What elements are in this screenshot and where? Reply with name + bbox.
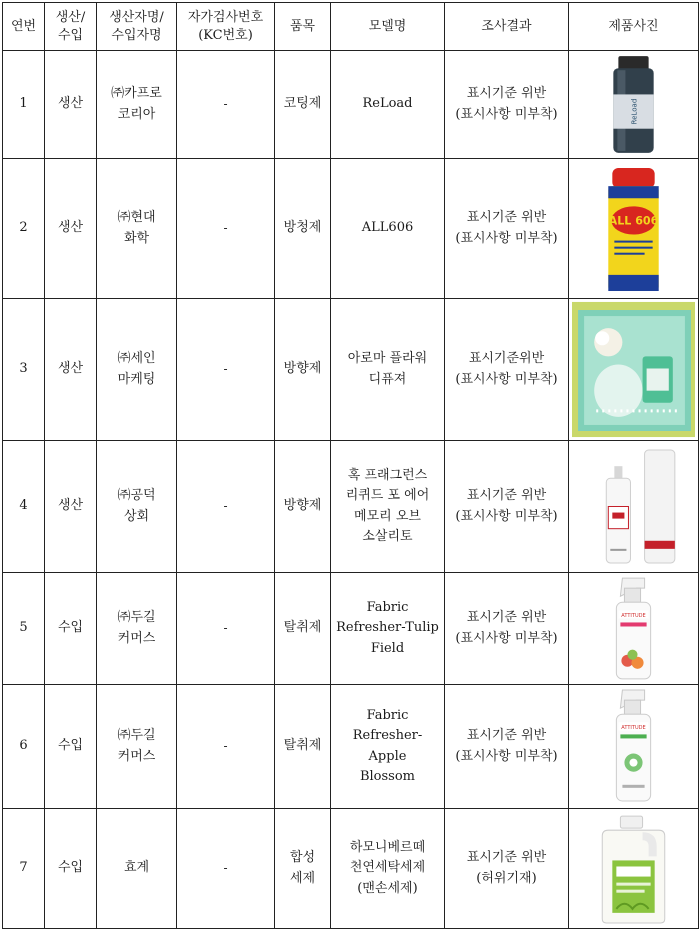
attitude-brand-label: ATTITUDE bbox=[621, 612, 646, 619]
table-row bbox=[3, 159, 699, 299]
cell-type: 수입 bbox=[45, 573, 97, 685]
cell-company: ㈜두길 커머스 bbox=[97, 573, 177, 685]
attitude-brand-label: ATTITUDE bbox=[621, 724, 646, 731]
trigger-spray-tulip-photo bbox=[572, 575, 695, 682]
cell-result: 표시기준 위반 (표시사항 미부착) bbox=[445, 685, 569, 809]
cell-no: 3 bbox=[3, 299, 45, 441]
aerosol-can-photo bbox=[572, 161, 695, 296]
cell-item: 방향제 bbox=[275, 441, 331, 573]
cell-no: 5 bbox=[3, 573, 45, 685]
header-result: 조사결과 bbox=[445, 3, 569, 51]
cell-no: 6 bbox=[3, 685, 45, 809]
cell-kc: - bbox=[177, 809, 275, 929]
cell-company: ㈜두길 커머스 bbox=[97, 685, 177, 809]
cell-model: 아로마 플라워 디퓨져 bbox=[331, 299, 445, 441]
header-row bbox=[3, 3, 699, 51]
cell-kc: - bbox=[177, 441, 275, 573]
header-photo: 제품사진 bbox=[569, 3, 699, 51]
cell-result: 표시기준 위반 (허위기재) bbox=[445, 809, 569, 929]
cell-kc: - bbox=[177, 685, 275, 809]
header-kc-number: 자가검사번호 (KC번호) bbox=[177, 3, 275, 51]
cell-photo bbox=[569, 51, 699, 159]
cell-no: 2 bbox=[3, 159, 45, 299]
cell-model: Fabric Refresher-Tulip Field bbox=[331, 573, 445, 685]
can-brand-label: ALL 606 bbox=[608, 214, 659, 228]
cell-item: 합성 세제 bbox=[275, 809, 331, 929]
cell-no: 7 bbox=[3, 809, 45, 929]
cell-item: 탈취제 bbox=[275, 685, 331, 809]
cell-result: 표시기준 위반 (표시사항 미부착) bbox=[445, 159, 569, 299]
table-row bbox=[3, 573, 699, 685]
cell-company: ㈜카프로 코리아 bbox=[97, 51, 177, 159]
cell-photo bbox=[569, 299, 699, 441]
cell-model: 하모니베르떼 천연세탁세제 (맨손세제) bbox=[331, 809, 445, 929]
cell-type: 수입 bbox=[45, 685, 97, 809]
cell-model: 혹 프래그런스 리퀴드 포 에어 메모리 오브 소살리토 bbox=[331, 441, 445, 573]
fragrance-bottle-photo bbox=[572, 443, 695, 570]
table-row bbox=[3, 809, 699, 929]
cell-photo bbox=[569, 441, 699, 573]
cell-type: 생산 bbox=[45, 51, 97, 159]
detergent-jug-photo bbox=[572, 811, 695, 926]
cell-company: ㈜공덕 상회 bbox=[97, 441, 177, 573]
diffuser-gift-box-photo bbox=[572, 301, 695, 438]
cell-item: 탈취제 bbox=[275, 573, 331, 685]
cell-model: ALL606 bbox=[331, 159, 445, 299]
cell-type: 생산 bbox=[45, 159, 97, 299]
cell-result: 표시기준 위반 (표시사항 미부착) bbox=[445, 51, 569, 159]
table-row bbox=[3, 441, 699, 573]
header-type: 생산/ 수입 bbox=[45, 3, 97, 51]
cell-type: 수입 bbox=[45, 809, 97, 929]
cell-company: ㈜세인 마케팅 bbox=[97, 299, 177, 441]
cell-item: 방청제 bbox=[275, 159, 331, 299]
header-item: 품목 bbox=[275, 3, 331, 51]
cell-photo bbox=[569, 159, 699, 299]
cell-kc: - bbox=[177, 299, 275, 441]
cell-photo bbox=[569, 573, 699, 685]
svg-text:ReLoad: ReLoad bbox=[629, 98, 639, 125]
spray-bottle-photo bbox=[572, 53, 695, 156]
header-model: 모델명 bbox=[331, 3, 445, 51]
cell-item: 방향제 bbox=[275, 299, 331, 441]
cell-model: ReLoad bbox=[331, 51, 445, 159]
cell-no: 1 bbox=[3, 51, 45, 159]
cell-kc: - bbox=[177, 573, 275, 685]
cell-photo bbox=[569, 809, 699, 929]
cell-photo bbox=[569, 685, 699, 809]
header-company: 생산자명/ 수입자명 bbox=[97, 3, 177, 51]
table-row bbox=[3, 299, 699, 441]
cell-kc: - bbox=[177, 51, 275, 159]
table-row bbox=[3, 685, 699, 809]
header-no: 연번 bbox=[3, 3, 45, 51]
cell-model: Fabric Refresher-Apple Blossom bbox=[331, 685, 445, 809]
cell-item: 코팅제 bbox=[275, 51, 331, 159]
cell-result: 표시기준 위반 (표시사항 미부착) bbox=[445, 573, 569, 685]
cell-company: 효계 bbox=[97, 809, 177, 929]
cell-type: 생산 bbox=[45, 441, 97, 573]
cell-type: 생산 bbox=[45, 299, 97, 441]
table-row bbox=[3, 51, 699, 159]
cell-kc: - bbox=[177, 159, 275, 299]
cell-result: 표시기준 위반 (표시사항 미부착) bbox=[445, 441, 569, 573]
cell-result: 표시기준위반 (표시사항 미부착) bbox=[445, 299, 569, 441]
product-inspection-table bbox=[2, 2, 699, 929]
trigger-spray-apple-photo bbox=[572, 687, 695, 806]
cell-no: 4 bbox=[3, 441, 45, 573]
cell-company: ㈜현대 화학 bbox=[97, 159, 177, 299]
